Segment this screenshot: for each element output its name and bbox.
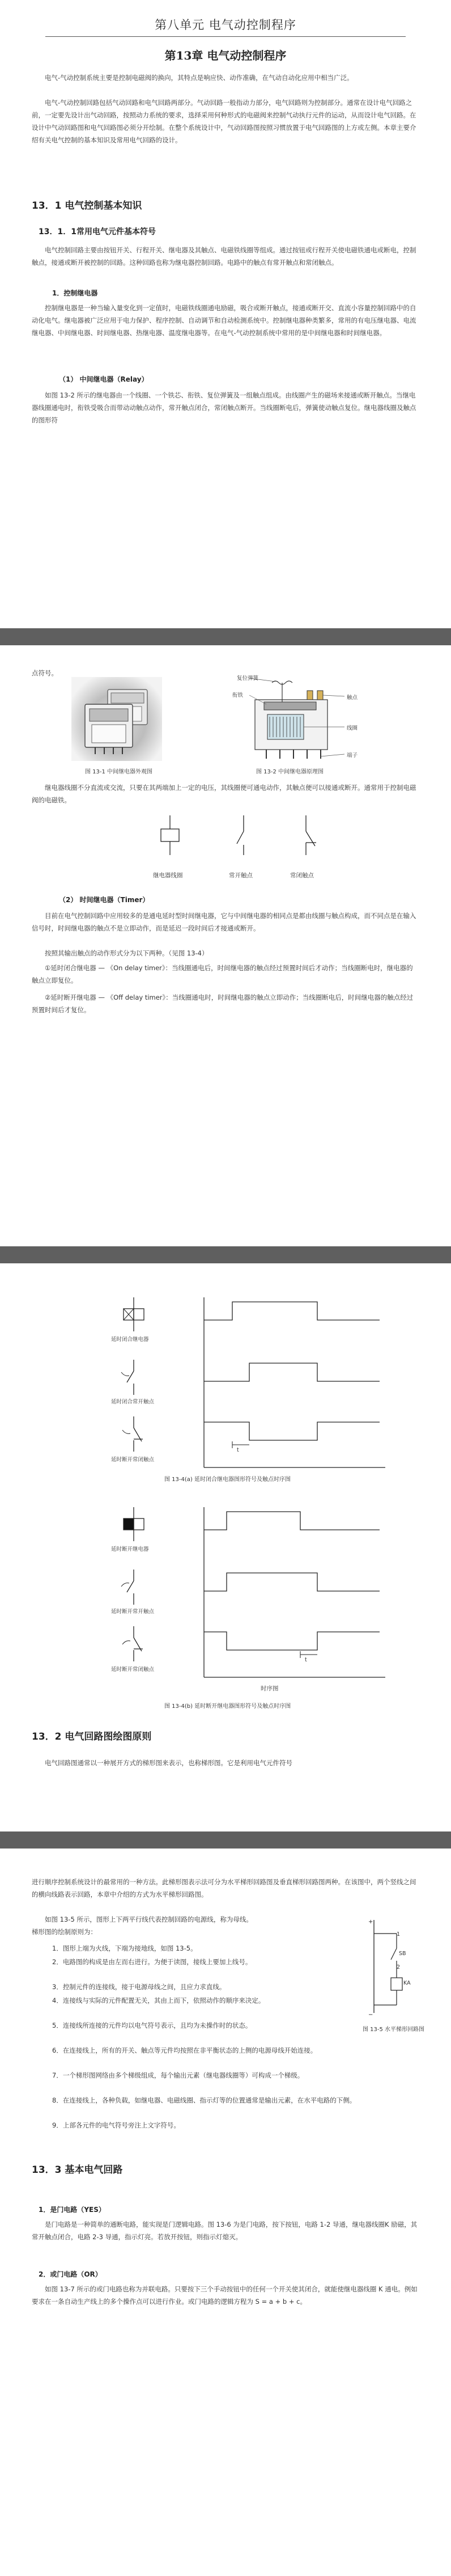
figure-13-5-caption: 图 13-5 水平梯形回路图 (363, 2027, 425, 2033)
relay-structure-diagram (232, 668, 363, 764)
relay-photo (71, 677, 162, 761)
label-off-delay-no-contact: 延时断开常开触点 (111, 1609, 155, 1615)
ladder-switch-label: SB (399, 1951, 406, 1957)
document-page-1 (0, 0, 451, 628)
figure-13-2-caption: 图 13-2 中间继电器原理图 (256, 769, 324, 775)
rule-item: 2．电路图的构成是由左而右进行。为便于读图，接线上要加上线号。 (52, 1958, 252, 1966)
rule-item: 8．在连接线上，各种负载，如继电器、电磁线圈、指示灯等的位置通常是输出元素，在水平电路的下侧。 (52, 2096, 356, 2104)
intermediate-relay-heading: （1） 中间继电器（Relay） (59, 375, 148, 383)
figure-13-4b-caption: 图 13-4(b) 延时断开继电器图形符号及触点时序图 (164, 1703, 291, 1710)
label-nc-contact: 常闭触点 (290, 872, 314, 879)
ladder-line-1: 1 (397, 1931, 401, 1938)
timing-diagram-label: 时序图 (261, 1685, 279, 1692)
label-no-contact: 常开触点 (229, 872, 253, 879)
label-terminal: 端子 (347, 752, 358, 759)
label-off-delay-nc-contact: 延时断开常闭触点 (111, 1666, 155, 1673)
svg-text:−: − (368, 2012, 373, 2018)
continuation-text: 点符号。 (32, 669, 58, 677)
timer-types-paragraph: 按照其输出触点的动作形式分为以下两种。（见图 13-4） (45, 949, 209, 957)
label-on-delay-nc-contact: 延时断开常闭触点 (111, 1457, 155, 1463)
relay-coil-symbol (161, 815, 179, 855)
relay-illustration (71, 677, 162, 761)
on-delay-t-label: t (237, 1447, 239, 1453)
relay-symbols (153, 815, 346, 866)
section-13-1-heading: 13．1 电气控制基本知识 (32, 200, 142, 212)
label-armature: 衔铁 (232, 692, 244, 699)
ladder-intro-paragraph: 电气回路图通常以一种展开方式的梯形图来表示，也称梯形图。它是利用电气元件符号 (45, 1759, 292, 1767)
control-relay-heading: 1．控制继电器 (52, 289, 98, 297)
label-on-delay-relay: 延时闭合继电器 (111, 1336, 149, 1343)
horizontal-ladder-diagram (363, 1917, 425, 2019)
unit-title: 第八单元 电气动控制程序 (155, 18, 296, 32)
off-delay-paragraph: ②延时断开继电器 — 《Off delay timer》：当线圈通电时，时间继电器的触点立即动作；当线圈断电后，时间继电器的触点经过预置时间后才复位。 (32, 993, 414, 1014)
normally-closed-contact-symbol (306, 815, 316, 855)
figure-13-1-caption: 图 13-1 中间继电器外观图 (85, 769, 153, 775)
relay-symbol-paragraph: 继电器线圈不分直流或交流，只要在其两端加上一定的电压，其线圈便可通电动作，其触点便可以接通或断开。通常用于控制电磁阀的电磁铁。 (32, 784, 416, 804)
yes-gate-heading: 1．是门电路（YES） (39, 2206, 105, 2214)
label-on-delay-no-contact: 延时闭合常开触点 (111, 1399, 155, 1405)
section-13-1-1-heading: 13．1．1常用电气元件基本符号 (39, 227, 156, 236)
off-delay-timing-diagram (113, 1507, 431, 1694)
ladder-method-paragraph: 进行顺序控制系统设计的最常用的一种方法。此梯形图表示法可分为水平梯形回路图及垂直梯形回路图两种。在该图中，两个竖线之间的横向线路表示回路，本章中介绍的方式为水平梯形回路图。 (32, 1878, 416, 1898)
drawing-rules-intro: 梯形图的绘制原则为： (32, 1928, 97, 1936)
intro-paragraph-2: 电气-气动控制回路包括气动回路和电气回路两部分。气动回路一般指动力部分，电气回路则为控制部分。通常在设计电气回路之前，一定要先设计出气动回路，按照动力系统的要求，选择采用何种形式的电磁阀来控制气动执行元件的运动，从而设计电气回路。在设计中气动回路图和电气回路图必须分开绘制。在整个系统设计中，气动回路图按照习惯放置于电气回路图的上方或左侧。本章主要介绍有关电气控制的基本知识及常用电气回路的设计。 (32, 99, 416, 144)
intro-paragraph-1: 电气-气动控制系统主要是控制电磁阀的换向，其特点是响应快、动作准确，在气动自动化应用中相当广泛。 (45, 74, 354, 82)
or-gate-heading: 2．或门电路（OR） (39, 2270, 102, 2278)
rule-item: 9．上部各元件的电气符号旁注上文字符号。 (52, 2121, 180, 2129)
rule-item: 6．在连接线上，所有的开关、触点等元件均按照在非平衡状态的上侧的电源母线开始连接。 (52, 2046, 317, 2054)
label-relay-coil: 继电器线圈 (153, 872, 183, 879)
ladder-coil-label: KA (403, 1980, 411, 1986)
intermediate-relay-paragraph: 如图 13-2 所示的继电器由一个线圈、一个铁芯、衔铁、复位弹簧及一组触点组成。由线圈产生的磁场来接通或断开触点。当继电器线圈通电时，衔铁受吸合而带动动触点动作，常开触点闭合，常闭触点断开。当线圈断电后，弹簧使动触点复位。继电器线圈及触点的图形符 (32, 391, 416, 424)
label-off-delay-relay: 延时断开继电器 (111, 1546, 149, 1553)
on-delay-paragraph: ①延时闭合继电器 — 《On delay timer》：当线圈通电后，时间继电器的触点经过预置时间后才动作；当线圈断电时，继电器的触点立即复位。 (32, 964, 413, 984)
rule-item: 5．连接线所连接的元件均以电气符号表示，且均为未操作时的状态。 (52, 2021, 252, 2029)
chapter-title: 第13章 电气动控制程序 (164, 49, 287, 62)
on-delay-timing-diagram (113, 1297, 431, 1484)
document-page-2 (0, 645, 451, 1246)
label-coil: 线圈 (347, 725, 358, 731)
section-13-3-heading: 13．3 基本电气回路 (32, 2164, 123, 2176)
control-relay-paragraph: 控制继电器是一种当输入量变化到一定值时，电磁铁线圈通电励磁，吸合或断开触点，接通或断开交、直流小容量控制回路中的自动化电气。继电器被广泛应用于电力保护、程序控制、自动调节和自动检测系统中。控制继电器种类繁多，常用的有电压继电器、电流继电器、中间继电器、时间继电器、热继电器、温度继电器等。在电气-气动控制系统中常用的是中间继电器和时间继电器。 (32, 304, 416, 337)
document-page-3 (0, 1263, 451, 1831)
header-rule (45, 36, 406, 37)
rule-item: 3．控制元件的连接线，接于电源母线之间，且应力求直线。 (52, 1983, 226, 1991)
label-contact: 触点 (347, 695, 358, 701)
rule-item: 1．图形上端为火线，下端为接地线，如图 13-5。 (52, 1944, 197, 1952)
section-13-2-heading: 13．2 电气回路图绘图原则 (32, 1731, 152, 1742)
components-paragraph: 电气控制回路主要由按钮开关、行程开关、继电器及其触点、电磁铁线圈等组成。通过按钮或行程开关使电磁铁通电或断电，控制触点，接通或断开被控制的回路。这种回路也称为继电器控制回路。电路中的触点有常开触点和常闭触点。 (32, 246, 416, 267)
document-page-4 (0, 1849, 451, 2576)
bus-line-paragraph: 如图 13-5 所示，图形上下两平行线代表控制回路的电源线，称为母线。 (45, 1915, 253, 1923)
figure-13-4a-caption: 图 13-4(a) 延时闭合继电器图形符号及触点时序图 (164, 1477, 291, 1483)
yes-gate-paragraph: 是门电路是一种简单的通断电路，能实现是门逻辑电路。图 13-6 为是门电路，按下按钮，电路 1-2 导通，继电器线圈K 励磁，其常开触点闭合，电路 2-3 导通，指示灯亮。若放开按钮，则指示灯熄灭。 (32, 2220, 418, 2241)
rule-item: 7．一个梯形图网络由多个梯级组成，每个输出元素（继电器线圈等）可构成一个梯级。 (52, 2071, 304, 2079)
timer-paragraph: 目前在电气控制回路中应用较多的是通电延时型时间继电器，它与中间继电器的相同点是都由线圈与触点构成，而不同点是在输入信号时，时间继电器的触点不是立即动作，而是延迟一段时间后才接通或断开。 (32, 912, 416, 932)
or-gate-paragraph: 如图 13-7 所示的或门电路也称为并联电路。只要按下三个手动按钮中的任何一个开关使其闭合，就能使继电器线圈 K 通电。例如要求在一条自动生产线上的多个操作点可以进行作业。或门电路的逻辑方程为 S = a + b + c。 (32, 2285, 418, 2306)
timer-relay-heading: （2） 时间继电器（Timer） (59, 896, 150, 904)
rule-item: 4．连接线与实际的元件配置无关，其由上而下，依照动作的顺序来决定。 (52, 1996, 265, 2004)
off-delay-t-label: t (305, 1657, 307, 1663)
ladder-line-2: 2 (397, 1964, 401, 1970)
normally-open-contact-symbol (237, 815, 244, 855)
label-reset-spring: 复位弹簧 (237, 675, 259, 682)
svg-text:+: + (368, 1919, 373, 1925)
